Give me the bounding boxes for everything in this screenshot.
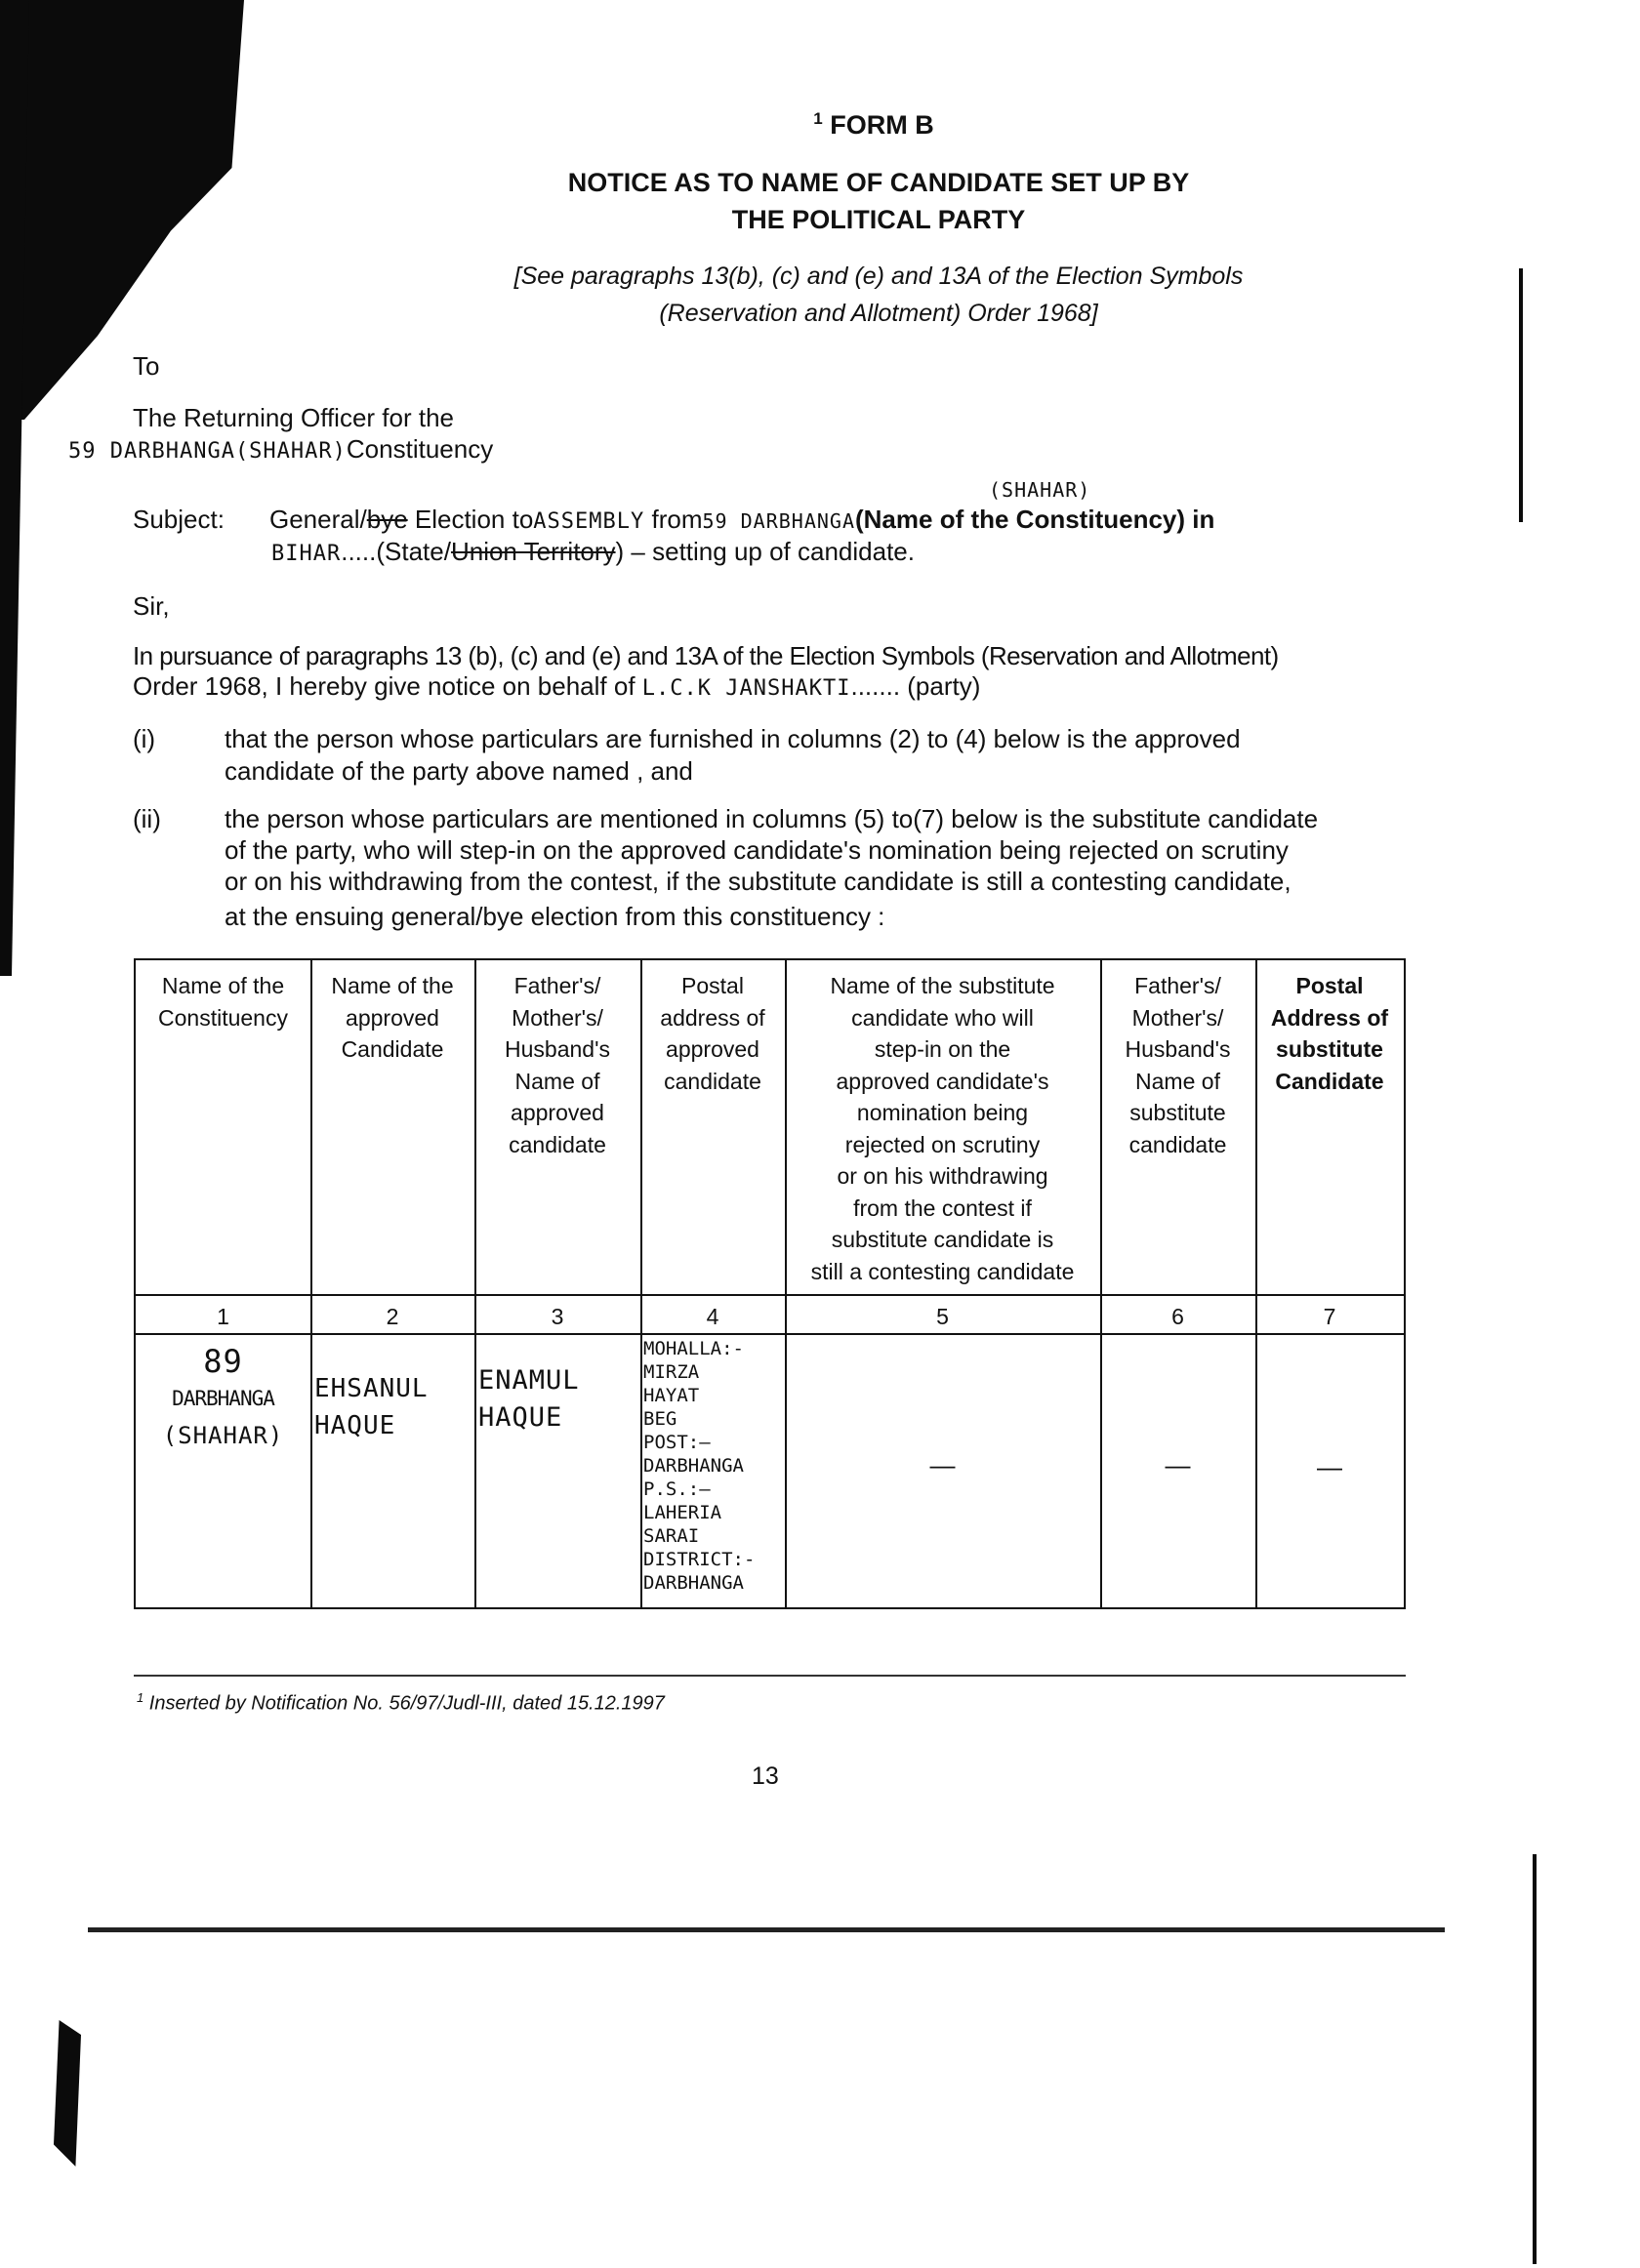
header-substitute-candidate: Name of the substitute candidate who will step-in on the approved candidate's nomination being rejected on scrutiny or on his withdrawing from the contest if substitute candidate is still a contesting candidate [810, 973, 1075, 1284]
body-line1: In pursuance of paragraphs 13 (b), (c) and (e) and 13A of the Election Symbols (Reservation and Allotment) [133, 641, 1279, 670]
reference-note: [See paragraphs 13(b), (c) and (e) and 13A of the Election Symbols (Reservation and Allotment) Order 1968] [513, 263, 1244, 327]
handwritten-state: BIHAR [271, 542, 342, 566]
handwritten-constituency-subject: 59 DARBHANGA [702, 509, 855, 533]
scan-mark-right-lower [1533, 1854, 1537, 2264]
header-postal-address-approved: Postal address of approved candidate [660, 973, 765, 1094]
subject-line2: BIHAR.....(State/Union Territory) – setting up of candidate. [271, 537, 915, 566]
handwritten-shahar-note: (SHAHAR) [989, 478, 1091, 502]
clause-i-line2: candidate of the party above named , and [225, 756, 693, 786]
header-approved-candidate: Name of the approved Candidate [331, 973, 454, 1062]
clause-ii-line1: the person whose particulars are mentioned in columns (5) to(7) below is the substitute candidate [225, 804, 1319, 833]
column-number-6: 6 [1171, 1304, 1184, 1329]
scan-smudge-left-lower [54, 2020, 81, 2167]
cell-substitute-parent: — [1165, 1450, 1191, 1479]
clause-i-line1: that the person whose particulars are furnished in columns (2) to (4) below is the approved [225, 724, 1241, 753]
subject-line1: Subject: General/bye Election toASSEMBLY from59 DARBHANGA(Name of the Constituency) in [133, 505, 1215, 534]
addressee-line2: 59 DARBHANGA(SHAHAR)Constituency [68, 434, 494, 464]
candidate-table [134, 958, 1406, 1609]
handwritten-party: L.C.K JANSHAKTI [641, 676, 851, 701]
column-number-2: 2 [386, 1304, 399, 1329]
footnote-rule [134, 1675, 1406, 1677]
cell-substitute-address: — [1317, 1452, 1342, 1481]
header-parent-name-substitute: Father's/ Mother's/ Husband's Name of substitute candidate [1125, 973, 1231, 1157]
column-number-7: 7 [1323, 1304, 1336, 1329]
footnote: $^1$ Inserted by Notification No. 56/97/Judl-III, dated 15.12.1997 [137, 1690, 665, 1715]
cell-substitute-candidate: — [929, 1450, 956, 1479]
header-postal-address-substitute: Postal Address of substitute Candidate [1270, 973, 1389, 1094]
clause-ii-number: (ii) [133, 804, 161, 833]
cell-constituency: 89 DARBHANGA (SHAHAR) [162, 1343, 284, 1449]
notice-title: NOTICE AS TO NAME OF CANDIDATE SET UP BY THE POLITICAL PARTY [567, 168, 1190, 234]
form-title: $^1$ FORM B [813, 109, 934, 140]
column-number-5: 5 [936, 1304, 949, 1329]
clause-ii-line3: or on his withdrawing from the contest, if the substitute candidate is still a contesting candidate, [225, 867, 1292, 896]
handwritten-election: ASSEMBLY [533, 509, 645, 534]
header-constituency: Name of the Constituency [158, 973, 288, 1031]
column-number-1: 1 [217, 1304, 229, 1329]
column-number-3: 3 [551, 1304, 564, 1329]
salutation: Sir, [133, 591, 170, 621]
scan-shadow-top-left [0, 0, 244, 420]
clause-i-number: (i) [133, 724, 156, 753]
addressee-to: To [133, 351, 160, 381]
body-line2: Order 1968, I hereby give notice on behalf of L.C.K JANSHAKTI....... (party) [133, 671, 981, 701]
handwritten-constituency: 59 DARBHANGA(SHAHAR) [68, 439, 347, 464]
cell-approved-candidate: EHSANUL HAQUE [314, 1374, 429, 1440]
scan-mark-right-edge [1519, 268, 1523, 522]
page-number: 13 [752, 1762, 779, 1790]
clause-ii-line4: at the ensuing general/bye election from this constituency : [225, 902, 885, 931]
clause-ii-line2: of the party, who will step-in on the approved candidate's nomination being rejected on scrutiny [225, 835, 1289, 865]
addressee-line1: The Returning Officer for the [133, 403, 455, 432]
cell-postal-address: MOHALLA:- MIRZA HAYAT BEG POST:— DARBHANGA P.S.:— LAHERIA SARAI DISTRICT:- DARBHANGA [643, 1338, 756, 1594]
cell-parent-name: ENAMUL HAQUE [478, 1365, 580, 1433]
column-number-4: 4 [706, 1304, 719, 1329]
header-parent-name-approved: Father's/ Mother's/ Husband's Name of approved candidate [505, 973, 610, 1157]
scan-bottom-rule [88, 1927, 1445, 1932]
scan-shadow-left-edge [0, 0, 29, 976]
